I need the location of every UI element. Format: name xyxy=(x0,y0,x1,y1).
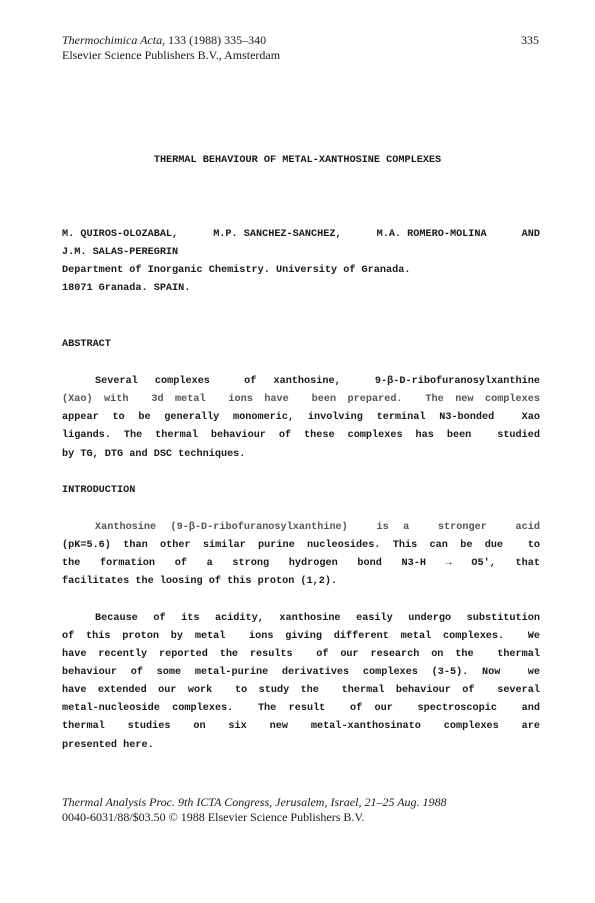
abstract-line: ligands. The thermal behaviour of these complexes has been studied xyxy=(62,430,540,441)
abstract-line: Several complexes of xanthosine, 9-β-D-ribofuranosylxanthine xyxy=(95,376,540,387)
paragraph-line: thermal studies on six new metal-xanthosinato complexes are xyxy=(62,721,540,732)
paragraph-line: have recently reported the results of our research on the thermal xyxy=(62,649,540,660)
paragraph-line: Because of its acidity, xanthosine easily undergo substitution xyxy=(95,613,540,624)
author-3: M.A. ROMERO-MOLINA xyxy=(376,229,487,240)
author-2: M.P. SANCHEZ-SANCHEZ, xyxy=(213,229,342,240)
paragraph-line: have extended our work to study the thermal behaviour of several xyxy=(62,685,540,696)
paragraph-line: facilitates the loosing of this proton (1,2). xyxy=(62,576,338,587)
affiliation-address: 18071 Granada. SPAIN. xyxy=(62,283,191,294)
affiliation-department: Department of Inorganic Chemistry. University of Granada. xyxy=(62,265,411,276)
paper-title: THERMAL BEHAVIOUR OF METAL-XANTHOSINE COMPLEXES xyxy=(153,155,442,166)
journal-name: Thermochimica Acta, xyxy=(62,33,166,47)
paragraph-line: (pK=5.6) than other similar purine nucleosides. This can be due to xyxy=(62,540,540,551)
journal-volume-pages: 133 (1988) 335–340 xyxy=(168,33,267,47)
paragraph-line: of this proton by metal ions giving different metal complexes. We xyxy=(62,631,540,642)
introduction-heading: INTRODUCTION xyxy=(62,485,136,496)
abstract-line: (Xao) with 3d metal ions have been prepared. The new complexes xyxy=(62,394,540,405)
paragraph-line: behaviour of some metal-purine derivatives complexes (3-5). Now we xyxy=(62,667,540,678)
journal-citation xyxy=(62,33,266,48)
paragraph-line: presented here. xyxy=(62,740,154,751)
abstract-heading: ABSTRACT xyxy=(62,339,111,350)
abstract-line: by TG, DTG and DSC techniques. xyxy=(62,449,246,460)
proceedings-note: Thermal Analysis Proc. 9th ICTA Congress, Jerusalem, Israel, 21–25 Aug. 1988 xyxy=(62,795,447,809)
paragraph-line: metal-nucleoside complexes. The result of our spectroscopic and xyxy=(62,703,540,714)
publisher-line: Elsevier Science Publishers B.V., Amsterdam xyxy=(62,48,281,62)
paragraph-line: Xanthosine (9-β-D-ribofuranosylxanthine) is a stronger acid xyxy=(95,522,540,533)
author-1: M. QUIROS-OLOZABAL, xyxy=(62,229,179,240)
page-number: 335 xyxy=(521,33,539,47)
author-conjunction: AND xyxy=(521,229,540,240)
copyright-line: 0040-6031/88/$03.50 © 1988 Elsevier Science Publishers B.V. xyxy=(62,810,365,824)
author-line-2: J.M. SALAS-PEREGRIN xyxy=(62,247,179,258)
author-line-1 xyxy=(62,229,540,240)
abstract-line: appear to be generally monomeric, involving terminal N3-bonded Xao xyxy=(62,412,540,423)
paragraph-line: the formation of a strong hydrogen bond N3-H → O5', that xyxy=(62,558,540,569)
